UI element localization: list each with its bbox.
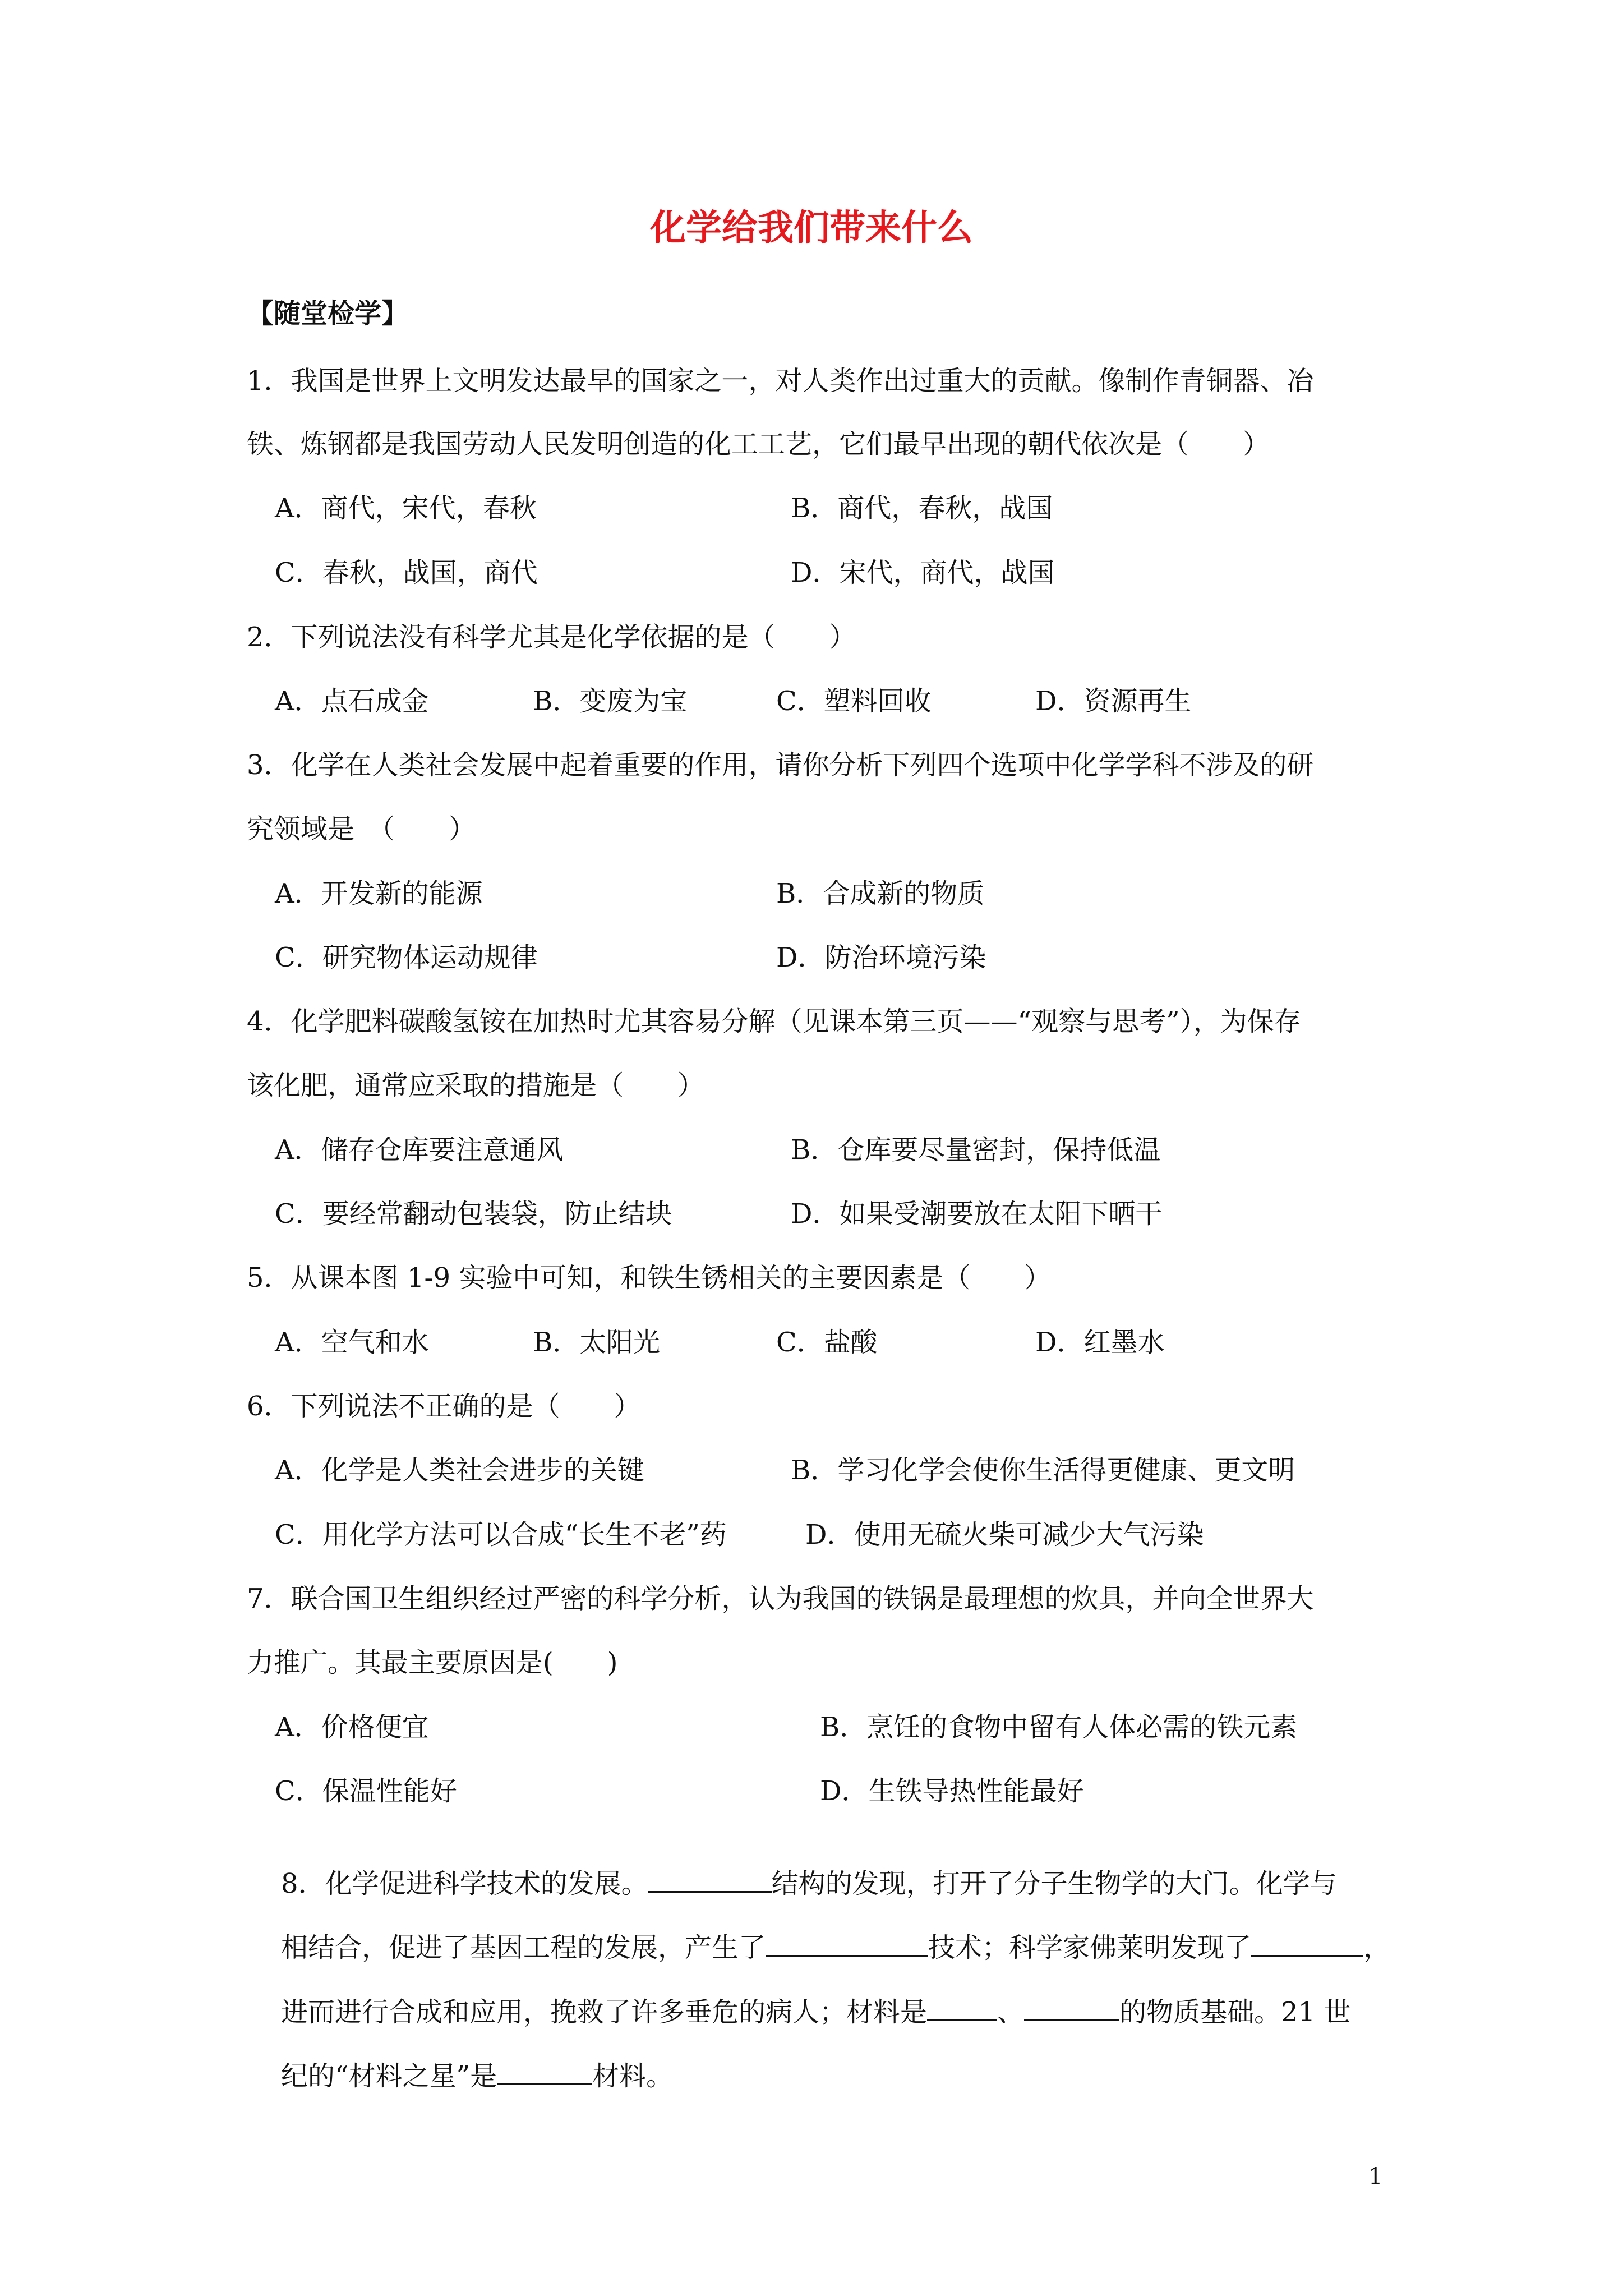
page-number: 1 — [1368, 2164, 1383, 2189]
answer-blank-5[interactable] — [1024, 1997, 1119, 2021]
question-2-option-b: B．变废为宝 — [533, 685, 688, 717]
page-title: 化学给我们带来什么 — [650, 208, 973, 249]
question-7-line-1: 7．联合国卫生组织经过严密的科学分析，认为我国的铁锅是最理想的炊具，并向全世界大 — [247, 1583, 1314, 1614]
question-3-line-1: 3．化学在人类社会发展中起着重要的作用，请你分析下列四个选项中化学学科不涉及的研 — [247, 749, 1314, 781]
question-4-option-c: C．要经常翻动包装袋，防止结块 — [275, 1198, 672, 1230]
question-3-option-d: D．防治环境污染 — [776, 942, 986, 973]
question-6-option-c: C．用化学方法可以合成“长生不老”药 — [275, 1519, 727, 1550]
question-7-option-d: D．生铁导热性能最好 — [820, 1775, 1084, 1807]
question-8-text: 相结合，促进了基因工程的发展，产生了 — [281, 1932, 766, 1963]
answer-blank-3[interactable] — [1251, 1932, 1363, 1957]
question-8-line-4 — [247, 2034, 673, 2116]
question-1-option-c: C．春秋，战国，商代 — [275, 557, 538, 588]
question-7-option-a: A．价格便宜 — [275, 1711, 429, 1743]
answer-blank-1[interactable] — [648, 1869, 772, 1893]
question-8-text: 、 — [997, 1996, 1025, 2028]
answer-blank-4[interactable] — [927, 1997, 997, 2021]
question-5-line-1: 5．从课本图 1-9 实验中可知，和铁生锈相关的主要因素是（ ） — [247, 1262, 1052, 1294]
question-3-option-b: B．合成新的物质 — [776, 878, 985, 909]
question-1-line-1: 1．我国是世界上文明发达最早的国家之一，对人类作出过重大的贡献。像制作青铜器、冶 — [247, 365, 1314, 397]
question-5-option-c: C．盐酸 — [776, 1327, 878, 1358]
question-1-option-b: B．商代，春秋，战国 — [791, 493, 1053, 524]
question-8-text: 结构的发现，打开了分子生物学的大门。化学与 — [771, 1868, 1337, 1899]
question-3-line-2: 究领域是 （ ） — [247, 813, 476, 845]
question-2-option-d: D．资源再生 — [1035, 685, 1192, 717]
question-7-line-2: 力推广。其最主要原因是( ) — [247, 1647, 618, 1678]
question-8-text: 纪的“材料之星”是 — [281, 2060, 497, 2092]
question-6-option-d: D．使用无硫火柴可减少大气污染 — [805, 1519, 1204, 1550]
question-6-option-b: B．学习化学会使你生活得更健康、更文明 — [791, 1455, 1295, 1486]
question-8-text: ， — [1363, 1932, 1391, 1963]
section-heading: 【随堂检学】 — [247, 298, 409, 329]
question-4-line-2: 该化肥，通常应采取的措施是（ ） — [247, 1070, 705, 1101]
question-6-option-a: A．化学是人类社会进步的关键 — [275, 1455, 644, 1486]
question-5-option-b: B．太阳光 — [533, 1327, 661, 1358]
question-8-text: 材料。 — [592, 2060, 674, 2092]
question-2-option-a: A．点石成金 — [275, 685, 429, 717]
question-7-option-b: B．烹饪的食物中留有人体必需的铁元素 — [820, 1711, 1298, 1743]
question-3-option-a: A．开发新的能源 — [275, 878, 483, 909]
question-4-option-a: A．储存仓库要注意通风 — [275, 1134, 564, 1166]
question-4-option-b: B．仓库要尽量密封，保持低温 — [791, 1134, 1161, 1166]
answer-blank-6[interactable] — [497, 2061, 592, 2085]
question-2-option-c: C．塑料回收 — [776, 685, 932, 717]
question-5-option-a: A．空气和水 — [275, 1327, 429, 1358]
question-8-text: 进而进行合成和应用，挽救了许多垂危的病人；材料是 — [281, 1996, 928, 2028]
question-8-text: 技术；科学家佛莱明发现了 — [928, 1932, 1252, 1963]
question-1-option-d: D．宋代，商代，战国 — [791, 557, 1055, 588]
question-1-option-a: A．商代，宋代，春秋 — [275, 493, 537, 524]
question-1-line-2: 铁、炼钢都是我国劳动人民发明创造的化工工艺，它们最早出现的朝代依次是（ ） — [247, 429, 1270, 460]
question-7-option-c: C．保温性能好 — [275, 1775, 457, 1807]
answer-blank-2[interactable] — [766, 1932, 928, 1957]
question-5-option-d: D．红墨水 — [1035, 1327, 1165, 1358]
question-8-text: 8．化学促进科学技术的发展。 — [281, 1868, 648, 1899]
question-4-line-1: 4．化学肥料碳酸氢铵在加热时尤其容易分解（见课本第三页——“观察与思考”），为保存 — [247, 1006, 1301, 1037]
question-3-option-c: C．研究物体运动规律 — [275, 942, 538, 973]
question-8-text: 的物质基础。21 世 — [1119, 1996, 1351, 2028]
question-2-line-1: 2．下列说法没有科学尤其是化学依据的是（ ） — [247, 622, 856, 653]
question-6-line-1: 6．下列说法不正确的是（ ） — [247, 1391, 641, 1422]
question-4-option-d: D．如果受潮要放在太阳下晒干 — [791, 1198, 1163, 1230]
